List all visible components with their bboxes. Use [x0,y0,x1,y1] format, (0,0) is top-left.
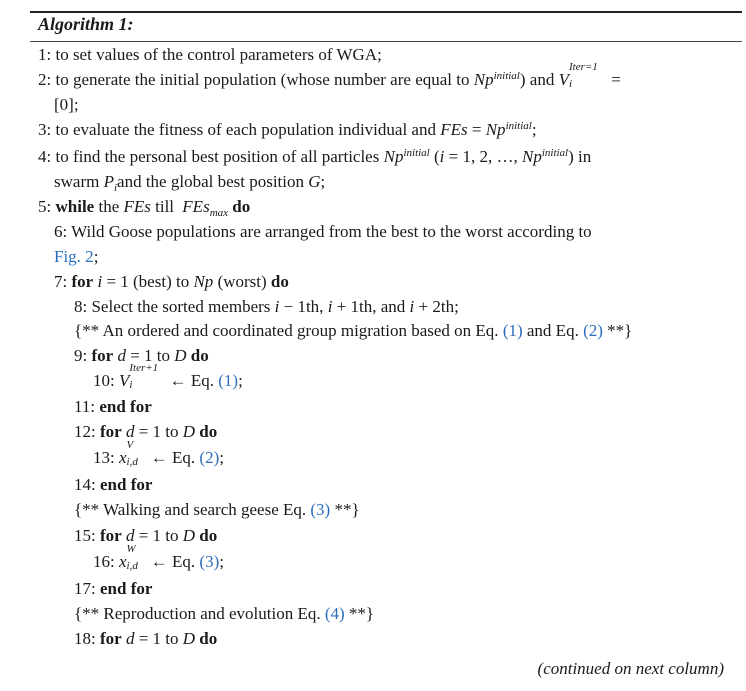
math-var: D [182,526,196,545]
math-sub: i [113,182,118,194]
keyword-end-for: end for [99,475,153,494]
math-sup: W [126,543,136,555]
math-sup: initial [505,120,532,132]
comment-text: {** Reproduction and evolution Eq. [74,604,321,623]
keyword-do: do [270,272,289,291]
math-var: FEs [440,120,468,139]
math-sup: initial [493,70,520,82]
line-text: 13: [93,448,115,467]
line-text: = 1 to [138,629,179,648]
line-text: = 1 to [130,346,171,365]
keyword-for: for [99,629,122,648]
math-var: d [125,526,135,545]
math-sup: V [126,439,134,451]
line-text: the [98,197,120,216]
comment-text: **} [334,500,360,519]
math-var: i [409,297,415,316]
math-var: Np [383,147,404,166]
line-text: (worst) [217,272,267,291]
algo-line-12 [74,423,217,440]
math-var: x [118,448,127,467]
equation-link[interactable]: (3) [310,500,331,519]
math-var: D [182,422,196,441]
line-text: ; [531,120,537,139]
line-text: 1: to set values of the control parameters of WGA; [38,45,382,64]
line-text: − 1th, [283,297,324,316]
line-text: ; [219,448,224,467]
math-var: P [103,172,114,191]
comment-text: **} [607,321,633,340]
line-text: 18: [74,629,96,648]
comment-text: {** Walking and search geese Eq. [74,500,307,519]
keyword-for: for [71,272,94,291]
algo-line-3 [38,121,537,138]
algo-line-5 [38,197,251,219]
math-sub: i [568,78,573,90]
keyword-do: do [199,629,218,648]
algo-line-4-cont [54,172,326,194]
comment-text: **} [348,604,375,623]
math-script [126,543,147,572]
table-top-rule [30,11,742,13]
equation-link[interactable]: (2) [583,321,603,340]
line-text: 8: Select the sorted members [74,297,271,316]
keyword-for: for [99,422,122,441]
line-text: = 1 to [138,422,179,441]
continued-note: (continued on next column) [537,659,724,678]
line-text: 6: Wild Goose populations are arranged from the best to the worst according to [54,222,592,241]
line-text: ; [320,172,326,191]
line-text: = 1 to [138,526,179,545]
line-text: 17: [74,579,96,598]
math-var: G [308,172,321,191]
line-text: 12: [74,422,96,441]
algo-line-6-cont [54,248,98,265]
line-text: 7: [54,272,68,291]
algo-line-7 [54,273,289,290]
math-sub: i [129,379,133,391]
math-var: Np [521,147,542,166]
line-text: 9: [74,346,88,365]
line-text: + 2th; [418,297,459,316]
algo-line-2-cont [54,96,79,113]
algo-comment-1 [74,322,632,339]
math-sup: Iter+1 [129,362,159,374]
algo-line-11 [74,398,152,415]
algo-line-13 [93,439,224,468]
line-text: 3: to evaluate the fitness of each population individual and [38,120,436,139]
algo-line-4 [38,148,591,165]
line-text: = 1 (best) to [106,272,190,291]
line-text: ( [433,147,440,166]
comment-text: and Eq. [526,321,579,340]
line-text: ; [238,371,243,390]
line-text: 5: [38,197,52,216]
math-var: Np [193,272,214,291]
algo-line-10 [93,362,243,391]
keyword-while: while [55,197,95,216]
line-text: 4: to find the personal best position of all particles [38,147,380,166]
equation-link[interactable]: (4) [324,604,345,623]
equation-link[interactable]: (1) [218,371,239,390]
line-text: ← Eq. [169,371,215,390]
math-script [568,61,599,90]
line-text: ) in [568,147,592,166]
math-var: D [182,629,196,648]
line-text: ← Eq. [150,552,196,571]
algorithm-title: Algorithm 1: [38,14,134,34]
line-text: ; [219,552,224,571]
math-var: x [118,552,127,571]
line-text: ) and [519,70,555,89]
keyword-end-for: end for [99,579,153,598]
keyword-do: do [199,422,218,441]
line-text: swarm [54,172,100,191]
math-script [126,439,147,468]
math-sup: initial [403,147,430,159]
math-var: V [558,70,569,89]
math-var: d [117,346,126,365]
algo-line-17 [74,580,152,597]
math-sup: Iter=1 [568,61,598,73]
math-var: d [125,629,135,648]
math-var: i [439,147,445,166]
algo-line-18 [74,630,217,647]
math-var: FEs [182,197,210,216]
algo-line-15 [74,527,217,544]
figure-link[interactable]: Fig. 2 [54,247,94,266]
equation-link[interactable]: (1) [502,321,523,340]
line-text: till [155,197,175,216]
math-sub: max [209,207,229,219]
line-text: 11: [74,397,96,416]
math-var: D [174,346,187,365]
keyword-do: do [190,346,209,365]
math-var: d [125,422,135,441]
math-op: = [471,120,482,139]
math-op: = [611,70,621,89]
keyword-for: for [99,526,122,545]
line-text: 2: to generate the initial population (whose number are equal to [38,70,470,89]
line-text: [0]; [54,95,79,114]
algo-comment-2 [74,501,360,518]
line-text: ← Eq. [150,448,196,467]
comment-text: {** An ordered and coordinated group migration based on Eq. [74,321,499,340]
table-header-rule [30,41,742,42]
equation-link[interactable]: (2) [199,448,220,467]
algo-line-8 [74,298,459,315]
line-text: = 1, 2, …, [448,147,518,166]
line-text: ; [93,247,99,266]
line-text: 14: [74,475,96,494]
math-var: FEs [123,197,151,216]
math-script [129,362,165,391]
math-var: i [274,297,280,316]
equation-link[interactable]: (3) [199,552,220,571]
math-var: Np [485,120,506,139]
keyword-for: for [91,346,114,365]
line-text: 10: [93,371,115,390]
line-text: and the global best position [117,172,305,191]
math-sub: i,d [126,560,138,572]
math-sub: i,d [126,456,138,468]
math-var: i [97,272,103,291]
math-var: i [327,297,333,316]
algo-line-2 [38,61,621,90]
math-var: Np [473,70,494,89]
line-text: 15: [74,526,96,545]
keyword-do: do [199,526,218,545]
keyword-do: do [232,197,251,216]
line-text: 16: [93,552,115,571]
algo-comment-3 [74,605,374,622]
math-var: V [118,371,130,390]
algo-line-6 [54,223,592,240]
math-sup: initial [541,147,569,159]
algo-line-1 [38,46,382,63]
algo-line-14 [74,476,152,493]
line-text: + 1th, and [336,297,406,316]
algo-line-16 [93,543,224,572]
keyword-end-for: end for [99,397,152,416]
